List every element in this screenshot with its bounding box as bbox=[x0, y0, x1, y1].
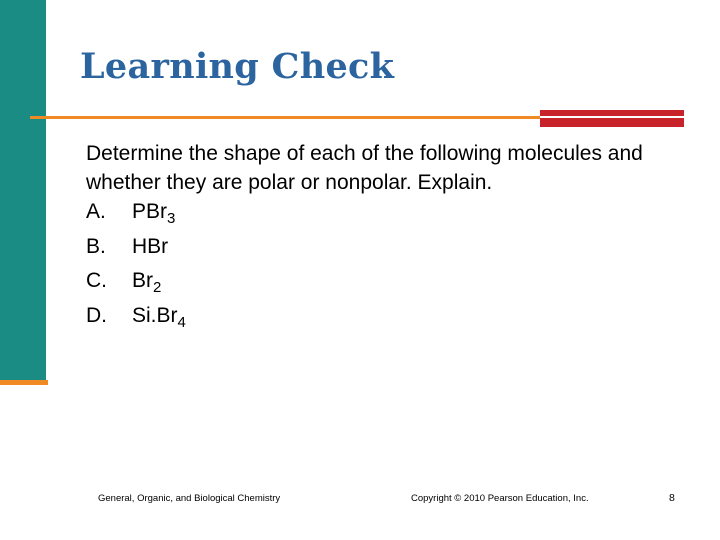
list-item-formula: $Br_2$ bbox=[132, 269, 162, 296]
title-rule-red-block bbox=[540, 110, 684, 127]
list-item bbox=[86, 301, 686, 336]
list-item bbox=[86, 232, 686, 267]
list-item bbox=[86, 266, 686, 301]
list-item-formula: HBr bbox=[132, 234, 169, 258]
list-item-letter: C. bbox=[86, 269, 107, 292]
left-accent-bar-orange-edge bbox=[0, 380, 48, 385]
footer-copyright: Copyright © 2010 Pearson Education, Inc. bbox=[411, 493, 589, 504]
slide-title: Learning Check bbox=[80, 46, 395, 87]
list-item-letter: D. bbox=[86, 303, 107, 327]
footer-course-title: General, Organic, and Biological Chemistry bbox=[98, 493, 281, 504]
list-item-formula: $Si.Br_4$ bbox=[132, 303, 186, 331]
list-item-letter: B. bbox=[86, 234, 106, 258]
list-item-formula: PBr$_3$ bbox=[132, 200, 176, 227]
list-item bbox=[86, 197, 686, 232]
slide-body bbox=[86, 139, 686, 335]
list-item-letter: A. bbox=[86, 200, 106, 223]
left-accent-bar bbox=[0, 0, 46, 382]
slide-number: 8 bbox=[669, 492, 675, 504]
title-underline-rule bbox=[30, 116, 542, 119]
question-intro: Determine the shape of each of the following molecules and whether they are polar or nonpolar. Explain. bbox=[86, 142, 643, 194]
